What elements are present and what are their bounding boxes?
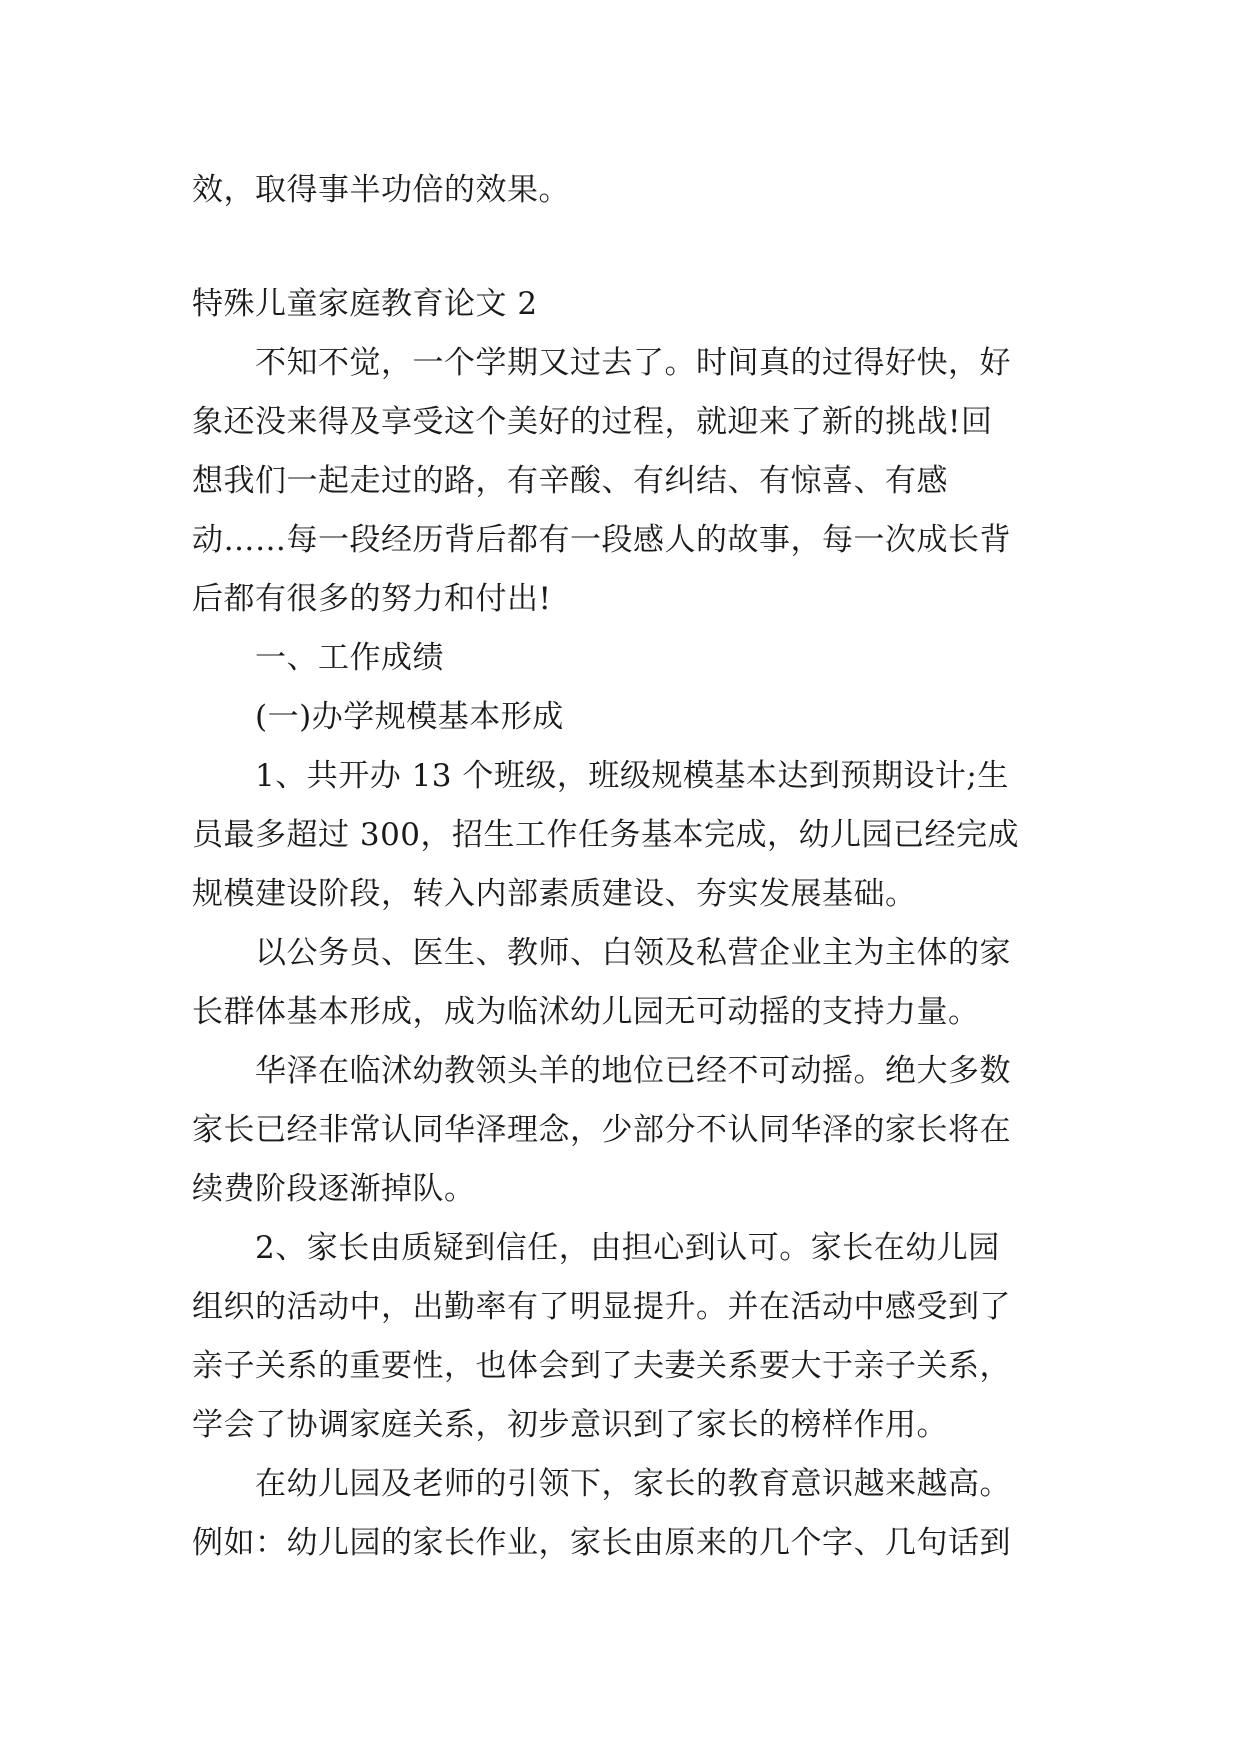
paragraph-line: 效，取得事半功倍的效果。 bbox=[192, 172, 570, 208]
paragraph-line: 以公务员、医生、教师、白领及私营企业主为主体的家 bbox=[255, 935, 1011, 971]
paragraph-line: 例如：幼儿园的家长作业，家长由原来的几个字、几句话到 bbox=[192, 1525, 1011, 1561]
paragraph-line: 长群体基本形成，成为临沭幼儿园无可动摇的支持力量。 bbox=[192, 994, 980, 1030]
paragraph-line: 在幼儿园及老师的引领下，家长的教育意识越来越高。 bbox=[255, 1466, 1011, 1502]
heading-line: 一、工作成绩 bbox=[255, 640, 444, 676]
paragraph-line: 后都有很多的努力和付出! bbox=[192, 581, 552, 617]
paragraph-line: 象还没来得及享受这个美好的过程，就迎来了新的挑战!回 bbox=[192, 404, 993, 440]
paragraph-line: 组织的活动中，出勤率有了明显提升。并在活动中感受到了 bbox=[192, 1289, 1011, 1325]
paragraph-line: 2、家长由质疑到信任，由担心到认可。家长在幼儿园 bbox=[255, 1230, 1000, 1266]
paragraph-line: 动……每一段经历背后都有一段感人的故事，每一次成长背 bbox=[192, 522, 1011, 558]
paragraph-line: 想我们一起走过的路，有辛酸、有纠结、有惊喜、有感 bbox=[192, 463, 948, 499]
paragraph-line: 规模建设阶段，转入内部素质建设、夯实发展基础。 bbox=[192, 876, 917, 912]
paragraph-line: 学会了协调家庭关系，初步意识到了家长的榜样作用。 bbox=[192, 1407, 948, 1443]
section-title: 特殊儿童家庭教育论文 2 bbox=[192, 286, 538, 322]
heading-line: (一)办学规模基本形成 bbox=[255, 699, 564, 735]
paragraph-line: 亲子关系的重要性，也体会到了夫妻关系要大于亲子关系， bbox=[192, 1348, 1011, 1384]
paragraph-line: 员最多超过 300，招生工作任务基本完成，幼儿园已经完成 bbox=[192, 817, 1020, 853]
paragraph-line: 1、共开办 13 个班级，班级规模基本达到预期设计;生 bbox=[255, 758, 1009, 794]
paragraph-line: 华泽在临沭幼教领头羊的地位已经不可动摇。绝大多数 bbox=[255, 1053, 1011, 1089]
paragraph-line: 家长已经非常认同华泽理念，少部分不认同华泽的家长将在 bbox=[192, 1112, 1011, 1148]
paragraph-line: 不知不觉，一个学期又过去了。时间真的过得好快，好 bbox=[255, 345, 1011, 381]
paragraph-line: 续费阶段逐渐掉队。 bbox=[192, 1171, 476, 1207]
